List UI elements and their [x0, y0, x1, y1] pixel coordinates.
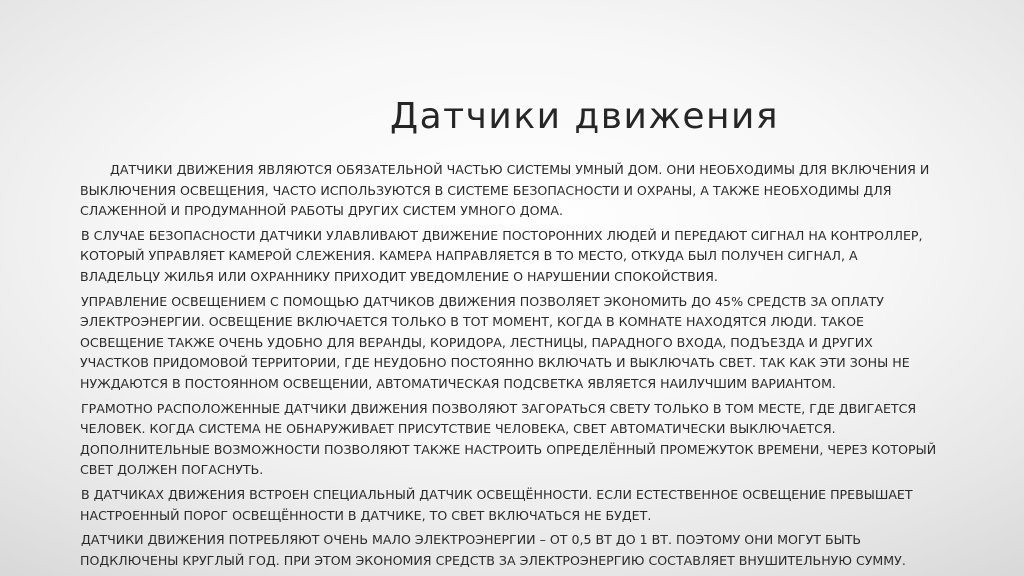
paragraph-placement: ГРАМОТНО РАСПОЛОЖЕННЫЕ ДАТЧИКИ ДВИЖЕНИЯ ПОЗВОЛЯЮТ ЗАГОРАТЬСЯ СВЕТУ ТОЛЬКО В ТОМ МЕСТЕ, ГДЕ ДВИГАЕТСЯ ЧЕЛОВЕК. КОГДА СИСТЕМА НЕ ОБНАРУЖИВАЕТ ПРИСУТСТВИЕ ЧЕЛОВЕКА, СВЕТ АВТОМАТИЧЕСКИ ВЫКЛЮЧАЕТСЯ. ДОПОЛНИТЕЛЬНЫЕ ВОЗМОЖНОСТИ ПОЗВОЛЯЮТ ТАКЖЕ НАСТРОИТЬ ОПРЕДЕЛЁННЫЙ ПРОМЕЖУТОК ВРЕМЕНИ, ЧЕРЕЗ КОТОРЫЙ СВЕТ ДОЛЖЕН ПОГАСНУТЬ.	[80, 400, 937, 478]
paragraph-light-sensor: В ДАТЧИКАХ ДВИЖЕНИЯ ВСТРОЕН СПЕЦИАЛЬНЫЙ ДАТЧИК ОСВЕЩЁННОСТИ. ЕСЛИ ЕСТЕСТВЕННОЕ ОСВЕЩЕНИЕ ПРЕВЫШАЕТ НАСТРОЕННЫЙ ПОРОГ ОСВЕЩЁННОСТИ В ДАТЧИКЕ, ТО СВЕТ ВКЛЮЧАТЬСЯ НЕ БУДЕТ.	[80, 486, 913, 523]
paragraph-power-consumption: ДАТЧИКИ ДВИЖЕНИЯ ПОТРЕБЛЯЮТ ОЧЕНЬ МАЛО ЭЛЕКТРОЭНЕРГИИ – ОТ 0,5 ВТ ДО 1 ВТ. ПОЭТОМУ ОНИ МОГУТ БЫТЬ ПОДКЛЮЧЕНЫ КРУГЛЫЙ ГОД. ПРИ ЭТОМ ЭКОНОМИЯ СРЕДСТВ ЗА ЭЛЕКТРОЭНЕРГИЮ СОСТАВЛЯЕТ ВНУШИТЕЛЬНУЮ СУММУ.	[80, 532, 906, 568]
paragraph-intro: ДАТЧИКИ ДВИЖЕНИЯ ЯВЛЯЮТСЯ ОБЯЗАТЕЛЬНОЙ ЧАСТЬЮ СИСТЕМЫ УМНЫЙ ДОМ. ОНИ НЕОБХОДИМЫ ДЛЯ ВКЛЮЧЕНИЯ И ВЫКЛЮЧЕНИЯ ОСВЕЩЕНИЯ, ЧАСТО ИСПОЛЬЗУЮТСЯ В СИСТЕМЕ БЕЗОПАСНОСТИ И ОХРАНЫ, А ТАКЖЕ НЕОБХОДИМЫ ДЛЯ СЛАЖЕННОЙ И ПРОДУМАННОЙ РАБОТЫ ДРУГИХ СИСТЕМ УМНОГО ДОМА.	[80, 162, 930, 219]
slide-body	[80, 160, 940, 575]
paragraph-security: В СЛУЧАЕ БЕЗОПАСНОСТИ ДАТЧИКИ УЛАВЛИВАЮТ ДВИЖЕНИЕ ПОСТОРОННИХ ЛЮДЕЙ И ПЕРЕДАЮТ СИГНАЛ НА КОНТРОЛЛЕР, КОТОРЫЙ УПРАВЛЯЕТ КАМЕРОЙ СЛЕЖЕНИЯ. КАМЕРА НАПРАВЛЯЕТСЯ В ТО МЕСТО, ОТКУДА БЫЛ ПОЛУЧЕН СИГНАЛ, А ВЛАДЕЛЬЦУ ЖИЛЬЯ ИЛИ ОХРАННИКУ ПРИХОДИТ УВЕДОМЛЕНИЕ О НАРУШЕНИИ СПОКОЙСТВИЯ.	[80, 227, 923, 284]
slide-title: Датчики движения	[390, 96, 780, 137]
paragraph-lighting-control: УПРАВЛЕНИЕ ОСВЕЩЕНИЕМ С ПОМОЩЬЮ ДАТЧИКОВ ДВИЖЕНИЯ ПОЗВОЛЯЕТ ЭКОНОМИТЬ ДО 45% СРЕДСТВ ЗА ОПЛАТУ ЭЛЕКТРОЭНЕРГИИ. ОСВЕЩЕНИЕ ВКЛЮЧАЕТСЯ ТОЛЬКО В ТОТ МОМЕНТ, КОГДА В КОМНАТЕ НАХОДЯТСЯ ЛЮДИ. ТАКОЕ ОСВЕЩЕНИЕ ТАКЖЕ ОЧЕНЬ УДОБНО ДЛЯ ВЕРАНДЫ, КОРИДОРА, ЛЕСТНИЦЫ, ПАРАДНОГО ВХОДА, ПОДЪЕЗДА И ДРУГИХ УЧАСТКОВ ПРИДОМОВОЙ ТЕРРИТОРИИ, ГДЕ НЕУДОБНО ПОСТОЯННО ВКЛЮЧАТЬ И ВЫКЛЮЧАТЬ СВЕТ. ТАК КАК ЭТИ ЗОНЫ НЕ НУЖДАЮТСЯ В ПОСТОЯННОМ ОСВЕЩЕНИИ, АВТОМАТИЧЕСКАЯ ПОДСВЕТКА ЯВЛЯЕТСЯ НАИЛУЧШИМ ВАРИАНТОМ.	[80, 293, 910, 391]
